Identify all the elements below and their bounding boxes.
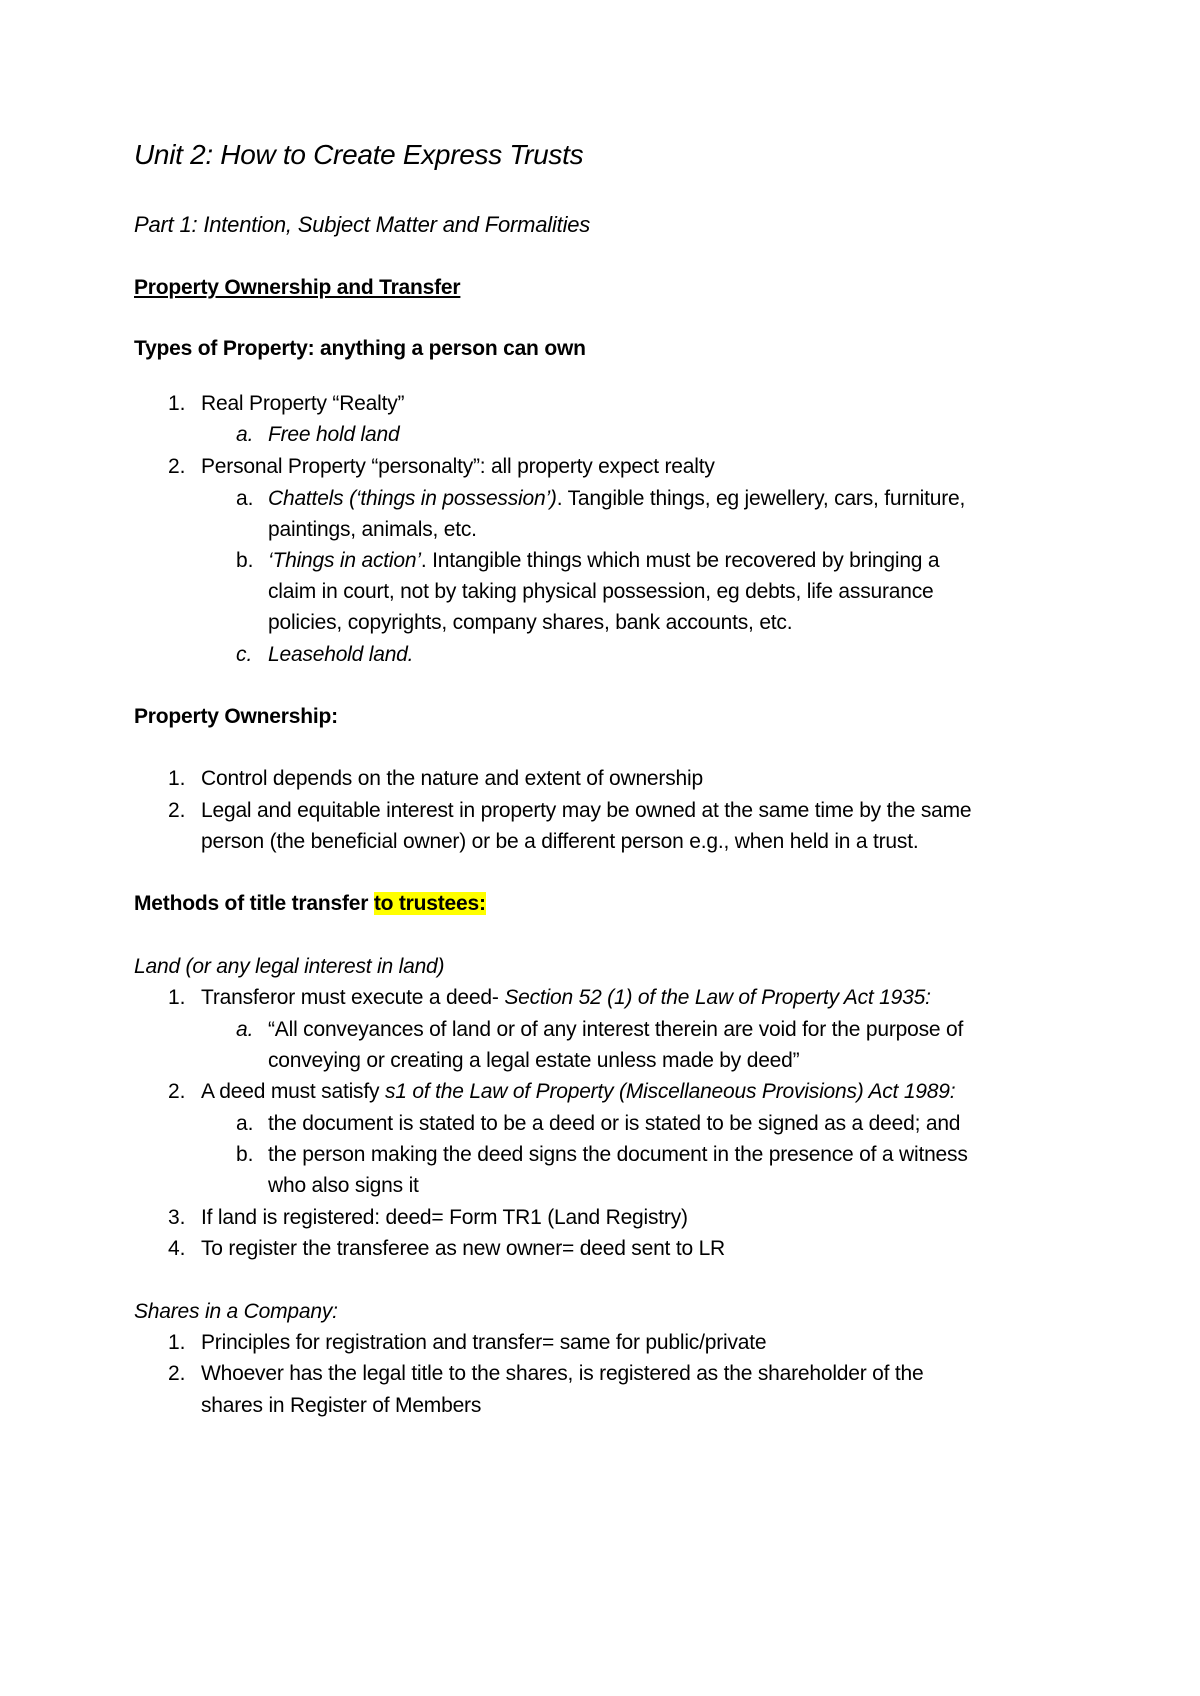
list-letter: a. (236, 487, 254, 510)
list-item-things-in-action-continued-2: policies, copyrights, company shares, bank accounts, etc. (268, 611, 793, 634)
list-item-legal-equitable-interest-continued: person (the beneficial owner) or be a different person e.g., when held in a trust. (201, 830, 919, 853)
heading-text: Methods of title transfer (134, 892, 374, 915)
highlighted-text: to trustees: (373, 892, 486, 915)
list-item-conveyances-quote: “All conveyances of land or of any interest therein are void for the purpose of (268, 1018, 964, 1041)
list-item-leasehold-land: Leasehold land. (268, 643, 414, 666)
things-in-action-term: ‘Things in action’ (268, 549, 421, 572)
list-number: 2. (168, 1080, 186, 1103)
list-item-legal-title-shares-continued: shares in Register of Members (201, 1394, 482, 1417)
list-item-free-hold-land: Free hold land (268, 423, 400, 446)
types-of-property-heading: Types of Property: anything a person can own (134, 337, 586, 360)
deed-requirements-text: A deed must satisfy (201, 1080, 385, 1103)
chattels-term: Chattels (‘things in possession’) (268, 487, 557, 510)
list-item-personal-property: Personal Property “personalty”: all property expect realty (201, 455, 715, 478)
chattels-description: . Tangible things, eg jewellery, cars, furniture, (556, 487, 966, 510)
list-item-real-property: Real Property “Realty” (201, 392, 405, 415)
list-letter: a. (236, 1112, 254, 1135)
document-subtitle: Part 1: Intention, Subject Matter and Formalities (134, 212, 591, 237)
shares-subheading: Shares in a Company: (134, 1300, 338, 1323)
land-subheading: Land (or any legal interest in land) (134, 955, 445, 978)
list-number: 2. (168, 799, 186, 822)
list-item-deed-requirements (201, 1079, 955, 1105)
list-number: 1. (168, 767, 186, 790)
document-title: Unit 2: How to Create Express Trusts (134, 139, 584, 170)
methods-of-title-transfer-heading (134, 891, 486, 917)
list-item-document-stated-deed: the document is stated to be a deed or is stated to be signed as a deed; and (268, 1112, 961, 1135)
list-item-chattels-continued: paintings, animals, etc. (268, 518, 477, 541)
list-letter: b. (236, 549, 254, 572)
list-item-register-transferee: To register the transferee as new owner= deed sent to LR (201, 1237, 726, 1260)
list-item-principles-registration: Principles for registration and transfer= same for public/private (201, 1331, 767, 1354)
list-item-legal-equitable-interest: Legal and equitable interest in property may be owned at the same time by the same (201, 799, 972, 822)
list-number: 1. (168, 1331, 186, 1354)
list-item-legal-title-shares: Whoever has the legal title to the shares, is registered as the shareholder of the (201, 1362, 924, 1385)
list-item-transferor-deed (201, 985, 931, 1011)
list-letter: b. (236, 1143, 254, 1166)
section-heading-property-ownership-transfer: Property Ownership and Transfer (134, 276, 461, 299)
list-number: 2. (168, 455, 186, 478)
list-item-control: Control depends on the nature and extent of ownership (201, 767, 703, 790)
property-ownership-heading: Property Ownership: (134, 705, 338, 728)
list-letter: c. (236, 643, 253, 666)
list-item-chattels (268, 486, 965, 512)
s1-reference: s1 of the Law of Property (Miscellaneous Provisions) Act 1989: (384, 1080, 956, 1103)
list-number: 4. (168, 1237, 186, 1260)
list-item-conveyances-quote-continued: conveying or creating a legal estate unless made by deed” (268, 1049, 800, 1072)
list-number: 2. (168, 1362, 186, 1385)
list-item-things-in-action-continued-1: claim in court, not by taking physical possession, eg debts, life assurance (268, 580, 934, 603)
list-item-person-signs: the person making the deed signs the document in the presence of a witness (268, 1143, 968, 1166)
list-number: 1. (168, 392, 186, 415)
transferor-text: Transferor must execute a deed- (201, 986, 505, 1009)
list-item-things-in-action (268, 548, 939, 574)
list-item-land-registered: If land is registered: deed= Form TR1 (Land Registry) (201, 1206, 688, 1229)
list-number: 1. (168, 986, 186, 1009)
list-number: 3. (168, 1206, 186, 1229)
things-in-action-description: . Intangible things which must be recovered by bringing a (420, 549, 940, 572)
list-item-person-signs-continued: who also signs it (268, 1174, 419, 1197)
list-letter: a. (236, 1018, 254, 1041)
section-52-reference: Section 52 (1) of the Law of Property Act 1935: (504, 986, 931, 1009)
list-letter: a. (236, 423, 254, 446)
